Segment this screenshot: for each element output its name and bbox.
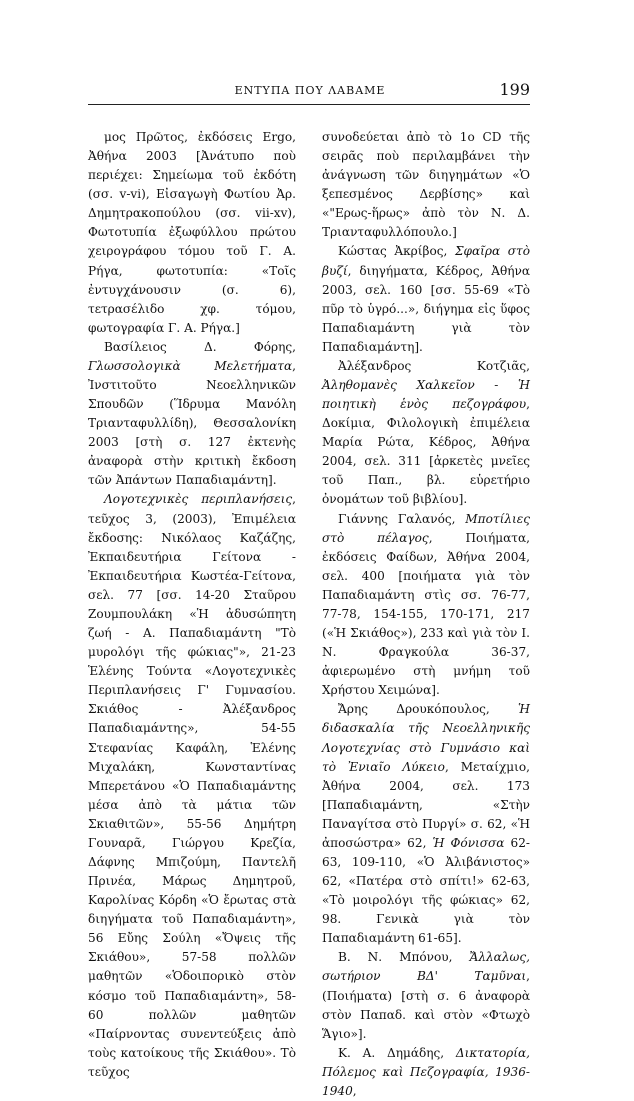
entry-text: Κ. Α. Δημάδης, (338, 1045, 456, 1060)
entry-title-italic: Ἡ Φόνισσα (432, 835, 505, 850)
bibliography-entry (88, 338, 296, 491)
entry-text: , Δοκίμια, Φιλολογικὴ ἐπιμέλεια Μαρία Ρώτα, Κέδρος, Ἀθήνα 2004, σελ. 311 [ἀρκετὲς μνεῖες τοῦ Παπ., βλ. εὑρετήριο ὀνομάτων τοῦ βιβλίου]. (322, 397, 530, 507)
entry-text: , (352, 1083, 357, 1098)
bibliography-entry (322, 510, 530, 701)
entry-text: 62-63, 109-110, «Ὁ Ἀλιβάνιστος» 62, «Πατέρα στὸ σπίτι!» 62-63, «Τὸ μοιρολόγι τῆς φώκιας» 62, 98. Γενικὰ γιὰ τὸν Παπαδιαμάντη 61-65]. (322, 835, 531, 946)
entry-text: , Μεταίχμιο, Ἀθήνα 2004, σελ. 173 [Παπαδιαμάντη, «Στὴν Παναγίτσα στὸ Πυργί» σ. 62, «Ἡ ἀποσώστρα» 62, (322, 759, 530, 850)
entry-text: μος Πρῶτος, ἐκδόσεις Ergo, Ἀθήνα 2003 [Ἀνάτυπο ποὺ περιέχει: Σημείωμα τοῦ ἐκδότη (σσ. v-vi), Εἰσαγωγὴ Φωτίου Ἀρ. Δημητρακοπούλου (σσ. vii-xv), Φωτοτυπία ἐξωφύλλου πρώτου χειρογράφου τόμου τοῦ Γ. Α. Ρήγα, φωτοτυπία: «Τοῖς ἐντυγχάνουσιν (σ. 6), τετρασέλιδο χφ. τόμου, φωτογραφία Γ. Α. Ρήγα.] (88, 130, 296, 335)
bibliography-entry (88, 490, 296, 1081)
entry-title-italic: Λογοτεχνικὲς περιπλανήσεις (104, 492, 293, 507)
bibliography-entry (322, 700, 530, 948)
entry-text: , Ἰνστιτοῦτο Νεοελληνικῶν Σπουδῶν (Ἵδρυμα Μανόλη Τριανταφυλλίδη), Θεσσαλονίκη 2003 [στὴ σ. 127 ἐκτενὴς ἀναφορὰ στὴν κριτικὴ ἔκδοση τῶν Ἀπάντων Παπαδιαμάντη]. (88, 358, 296, 488)
left-column (88, 128, 296, 1082)
entry-title-italic: Ἡ διδασκαλία τῆς Νεοελληνικῆς Λογοτεχνίας στὸ Γυμνάσιο καὶ τὸ Ἐνιαῖο Λύκειο (322, 702, 530, 774)
bibliography-entry (322, 948, 530, 1043)
entry-title-italic: Γλωσσολογικὰ Μελετήματα (88, 358, 293, 373)
entry-title-italic: Δικτατορία, Πόλεμος καὶ Πεζογραφία, 1936-1940 (322, 1045, 530, 1098)
bibliography-entry (322, 357, 530, 510)
bibliography-entry (322, 1044, 530, 1101)
entry-text: , Ποιήματα, ἐκδόσεις Φαίδων, Ἀθήνα 2004, σελ. 400 [ποιήματα γιὰ τὸν Παπαδιαμάντη στὶς σσ. 76-77, 77-78, 154-155, 170-171, 217 («Ἡ Σκιάθος»), 233 καὶ γιὰ τὸν Ι. Ν. Φραγκούλα 36-37, ἀφιερωμένο στὴ μνήμη τοῦ Χρήστου Χειμώνα]. (322, 530, 531, 698)
entry-text: , τεῦχος 3, (2003), Ἐπιμέλεια ἔκδοσης: Νικόλαος Καζάζης, Ἐκπαιδευτήρια Γείτονα - Ἐκπαιδευτήρια Κωστέα-Γείτονα, σελ. 77 [σσ. 14-20 Σταῦρου Ζουμπουλάκη «Ἡ ἀδυσώπητη ζωή - Α. Παπαδιαμάντη "Τὸ μυρολόγι τῆς φώκιας"», 21-23 Ἑλένης Τούντα «Λογοτεχνικὲς Περιπλανήσεις Γ' Γυμνασίου. Σκιάθος - Ἀλέξανδρος Παπαδιαμάντης», 54-55 Στεφανίας Καφάλη, Ἑλένης Μιχαλάκη, Κωνσταντίνας Μπερετάνου «Ὁ Παπαδιαμάντης μέσα ἀπὸ τὰ μάτια τῶν Σκιαθιτῶν», 55-56 Δημήτρη Γουναρᾶ, Γιώργου Κρεζία, Δάφνης Μπιζούμη, Παντελῆ Πρινέα, Μάρως Δημητροῦ, Καρολίνας Κόρδη «Ὁ ἔρωτας στὰ διηγήματα τοῦ Παπαδιαμάντη», 56 Εὔης Σούλη «Ὄψεις τῆς Σκιάθου», 57-58 πολλῶν μαθητῶν «Ὁδοιπορικὸ στὸν κόσμο τοῦ Παπαδιαμάντη», 58-60 πολλῶν μαθητῶν «Παίρνοντας συνεντεύξεις ἀπὸ τοὺς κατοίκους τῆς Σκιάθου». Τὸ τεῦχος (88, 492, 296, 1079)
bibliography-entry (322, 242, 530, 356)
entry-title-italic: Μποτίλιες στὸ πέλαγος (322, 511, 530, 545)
entry-title-italic: Σφαῖρα στὸ βυζί (322, 244, 530, 278)
page-number: 199 (499, 80, 530, 99)
entry-text: , διηγήματα, Κέδρος, Ἀθήνα 2003, σελ. 160 [σσ. 55-69 «Τὸ πῦρ τὸ ὑγρό...», διήγημα εἰς ὕφος Παπαδιαμάντη γιὰ τὸν Παπαδιαμάντη]. (322, 263, 530, 354)
entry-text: , (Ποιήματα) [στὴ σ. 6 ἀναφορὰ στὸν Παπαδ. καὶ στὸν «Φτωχὸ Ἅγιο»]. (322, 969, 530, 1041)
running-header-title: ΕΝΤΥΠΑ ΠΟΥ ΛΑΒΑΜΕ (234, 84, 386, 97)
bibliography-entry (88, 128, 296, 338)
bibliography-entry (322, 128, 530, 242)
entry-title-italic: Ἀληθομανὲς Χαλκεῖον - Ἡ ποιητικὴ ἑνὸς πεζογράφου (322, 378, 530, 412)
entry-text: Βασίλειος Δ. Φόρης, (104, 339, 296, 354)
right-column (322, 128, 530, 1101)
entry-text: Γιάννης Γαλανός, (338, 511, 466, 526)
header-rule (88, 104, 530, 105)
entry-title-italic: Ἄλλαλως, σωτήριον ΒΔ' Ταμῦναι (322, 950, 530, 984)
entry-text: Κώστας Ἀκρίβος, (338, 244, 455, 259)
entry-text: Ἄρης Δρουκόπουλος, (338, 702, 518, 717)
entry-text: Β. Ν. Μπόνου, (338, 950, 470, 965)
entry-text: συνοδεύεται ἀπὸ τὸ 1ο CD τῆς σειρᾶς ποὺ περιλαμβάνει τὴν ἀνάγνωση τῶν διηγημάτων «Ὁ ξεπεσμένος Δερβίσης» καὶ «"Ερως-ἥρως» ἀπὸ τὸν Ν. Δ. Τριανταφυλλόπουλο.] (322, 130, 530, 240)
entry-text: Ἀλέξανδρος Κοτζιᾶς, (338, 358, 530, 373)
